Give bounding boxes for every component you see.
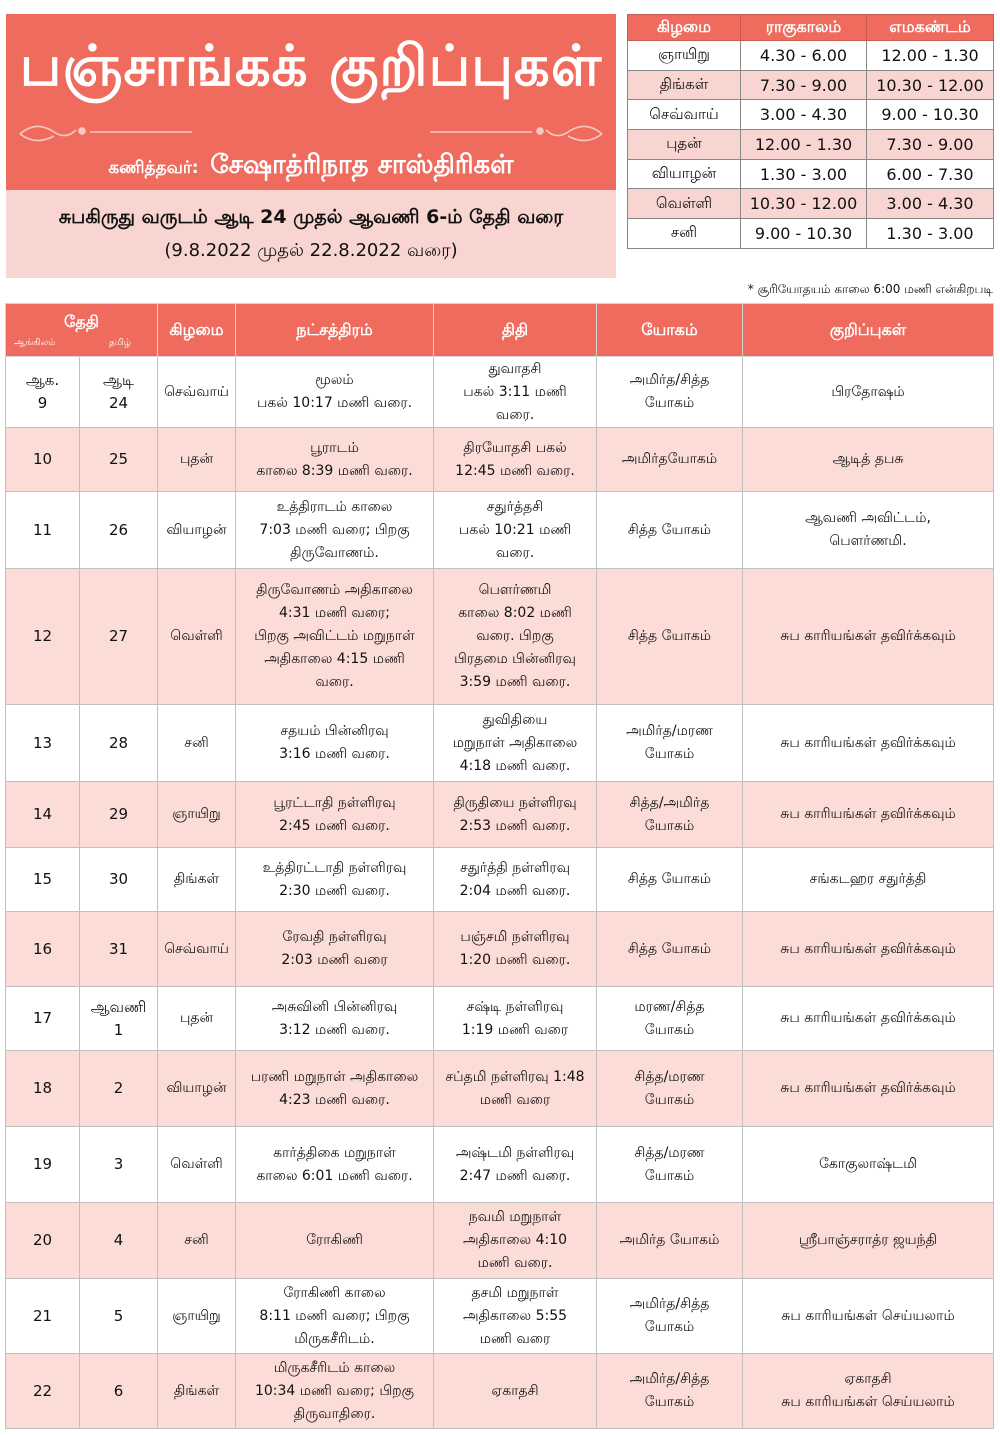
tithi-cell: ஏகாதசி: [434, 1354, 597, 1429]
table-row: [6, 1279, 994, 1354]
date-tamil-cell: 6: [80, 1354, 158, 1429]
day-cell: புதன்: [158, 987, 236, 1051]
rahu-header-yama: எமகண்டம்: [867, 15, 994, 41]
rahu-table-row: [628, 219, 994, 249]
yoga-cell: சித்த யோகம்: [597, 492, 743, 569]
header-nakshatra: நட்சத்திரம்: [236, 304, 434, 357]
date-english-cell: 16: [6, 912, 80, 987]
day-cell: வெள்ளி: [158, 569, 236, 705]
day-cell: செவ்வாய்: [158, 357, 236, 428]
author-line: [6, 150, 616, 183]
notes-cell: சுப காரியங்கள் தவிர்க்கவும்: [743, 987, 994, 1051]
yoga-cell: அமிர்த/மரண யோகம்: [597, 705, 743, 782]
header-yoga: யோகம்: [597, 304, 743, 357]
date-tamil-cell: 3: [80, 1127, 158, 1203]
table-row: [6, 782, 994, 848]
rahu-time-cell: 1.30 - 3.00: [741, 159, 867, 189]
table-row: [6, 1127, 994, 1203]
day-cell: வெள்ளி: [158, 1127, 236, 1203]
date-range-english: (9.8.2022 முதல் 22.8.2022 வரை): [164, 240, 458, 261]
rahu-table-row: [628, 70, 994, 100]
tithi-cell: நவமி மறுநாள் அதிகாலை 4:10 மணி வரை.: [434, 1203, 597, 1279]
day-cell: வியாழன்: [158, 492, 236, 569]
panchangam-table: [5, 303, 994, 1429]
day-cell: திங்கள்: [158, 1354, 236, 1429]
tithi-cell: அஷ்டமி நள்ளிரவு 2:47 மணி வரை.: [434, 1127, 597, 1203]
day-cell: ஞாயிறு: [158, 1279, 236, 1354]
yama-time-cell: 9.00 - 10.30: [867, 100, 994, 130]
date-english-cell: 18: [6, 1051, 80, 1127]
yoga-cell: அமிர்த/சித்த யோகம்: [597, 1354, 743, 1429]
nakshatra-cell: ரோகிணி: [236, 1203, 434, 1279]
date-english-cell: 19: [6, 1127, 80, 1203]
nakshatra-cell: கார்த்திகை மறுநாள் காலை 6:01 மணி வரை.: [236, 1127, 434, 1203]
tithi-cell: துவிதியை மறுநாள் அதிகாலை 4:18 மணி வரை.: [434, 705, 597, 782]
table-row: [6, 848, 994, 912]
rahu-table-row: [628, 189, 994, 219]
notes-cell: ஏகாதசி சுப காரியங்கள் செய்யலாம்: [743, 1354, 994, 1429]
nakshatra-cell: ரேவதி நள்ளிரவு 2:03 மணி வரை: [236, 912, 434, 987]
yoga-cell: சித்த/அமிர்த யோகம்: [597, 782, 743, 848]
rahu-day-cell: செவ்வாய்: [628, 100, 741, 130]
table-row: [6, 569, 994, 705]
day-cell: செவ்வாய்: [158, 912, 236, 987]
yoga-cell: சித்த யோகம்: [597, 912, 743, 987]
page-title: பஞ்சாங்கக் குறிப்புகள்: [19, 34, 603, 99]
tithi-cell: தசமி மறுநாள் அதிகாலை 5:55 மணி வரை: [434, 1279, 597, 1354]
date-tamil-cell: 31: [80, 912, 158, 987]
ornament-divider-icon: [6, 114, 616, 150]
yama-time-cell: 12.00 - 1.30: [867, 41, 994, 71]
nakshatra-cell: சதயம் பின்னிரவு 3:16 மணி வரை.: [236, 705, 434, 782]
date-english-cell: 10: [6, 428, 80, 492]
header-date-english: ஆங்கிலம்: [14, 338, 56, 348]
notes-cell: சுப காரியங்கள் தவிர்க்கவும்: [743, 782, 994, 848]
yoga-cell: மரண/சித்த யோகம்: [597, 987, 743, 1051]
day-cell: திங்கள்: [158, 848, 236, 912]
rahu-header-day: கிழமை: [628, 15, 741, 41]
yama-time-cell: 1.30 - 3.00: [867, 219, 994, 249]
rahu-table-row: [628, 159, 994, 189]
notes-cell: பிரதோஷம்: [743, 357, 994, 428]
nakshatra-cell: பரணி மறுநாள் அதிகாலை 4:23 மணி வரை.: [236, 1051, 434, 1127]
yoga-cell: அமிர்த/சித்த யோகம்: [597, 357, 743, 428]
day-cell: சனி: [158, 1203, 236, 1279]
date-tamil-cell: 30: [80, 848, 158, 912]
notes-cell: கோகுலாஷ்டமி: [743, 1127, 994, 1203]
nakshatra-cell: திருவோணம் அதிகாலை 4:31 மணி வரை; பிறகு அவிட்டம் மறுநாள் அதிகாலை 4:15 மணி வரை.: [236, 569, 434, 705]
tithi-cell: பௌர்ணமி காலை 8:02 மணி வரை. பிறகு பிரதமை பின்னிரவு 3:59 மணி வரை.: [434, 569, 597, 705]
tithi-cell: சஷ்டி நள்ளிரவு 1:19 மணி வரை: [434, 987, 597, 1051]
tithi-cell: சதுர்த்தசி பகல் 10:21 மணி வரை.: [434, 492, 597, 569]
nakshatra-cell: மூலம் பகல் 10:17 மணி வரை.: [236, 357, 434, 428]
table-row: [6, 705, 994, 782]
rahu-time-cell: 3.00 - 4.30: [741, 100, 867, 130]
yama-time-cell: 10.30 - 12.00: [867, 70, 994, 100]
notes-cell: சங்கடஹர சதுர்த்தி: [743, 848, 994, 912]
date-range-tamil: சுபகிருது வருடம் ஆடி 24 முதல் ஆவணி 6-ம் தேதி வரை: [58, 206, 564, 228]
rahu-time-cell: 9.00 - 10.30: [741, 219, 867, 249]
yoga-cell: சித்த யோகம்: [597, 569, 743, 705]
rahu-header-rahu: ராகுகாலம்: [741, 15, 867, 41]
tithi-cell: திருதியை நள்ளிரவு 2:53 மணி வரை.: [434, 782, 597, 848]
rahu-kalam-table: [627, 14, 994, 249]
date-english-cell: ஆக. 9: [6, 357, 80, 428]
date-english-cell: 21: [6, 1279, 80, 1354]
nakshatra-cell: மிருகசீரிடம் காலை 10:34 மணி வரை; பிறகு திருவாதிரை.: [236, 1354, 434, 1429]
rahu-day-cell: வெள்ளி: [628, 189, 741, 219]
yoga-cell: அமிர்த/சித்த யோகம்: [597, 1279, 743, 1354]
tithi-cell: சதுர்த்தி நள்ளிரவு 2:04 மணி வரை.: [434, 848, 597, 912]
date-english-cell: 15: [6, 848, 80, 912]
table-row: [6, 987, 994, 1051]
day-cell: புதன்: [158, 428, 236, 492]
header-tithi: திதி: [434, 304, 597, 357]
date-tamil-cell: 27: [80, 569, 158, 705]
notes-cell: ஆவணி அவிட்டம், பௌர்ணமி.: [743, 492, 994, 569]
rahu-table-row: [628, 130, 994, 160]
nakshatra-cell: பூரட்டாதி நள்ளிரவு 2:45 மணி வரை.: [236, 782, 434, 848]
yoga-cell: அமிர்த யோகம்: [597, 1203, 743, 1279]
date-tamil-cell: ஆடி 24: [80, 357, 158, 428]
rahu-time-cell: 12.00 - 1.30: [741, 130, 867, 160]
yama-time-cell: 6.00 - 7.30: [867, 159, 994, 189]
table-row: [6, 492, 994, 569]
date-tamil-cell: 2: [80, 1051, 158, 1127]
date-tamil-cell: 5: [80, 1279, 158, 1354]
notes-cell: சுப காரியங்கள் செய்யலாம்: [743, 1279, 994, 1354]
rahu-table-row: [628, 100, 994, 130]
rahu-time-cell: 4.30 - 6.00: [741, 41, 867, 71]
date-range-band: [6, 190, 616, 278]
table-row: [6, 428, 994, 492]
date-tamil-cell: ஆவணி 1: [80, 987, 158, 1051]
header-notes: குறிப்புகள்: [743, 304, 994, 357]
main-table-header-row: [6, 304, 994, 357]
notes-cell: ஆடித் தபசு: [743, 428, 994, 492]
tithi-cell: துவாதசி பகல் 3:11 மணி வரை.: [434, 357, 597, 428]
date-english-cell: 22: [6, 1354, 80, 1429]
tithi-cell: சப்தமி நள்ளிரவு 1:48 மணி வரை: [434, 1051, 597, 1127]
rahu-table-header-row: [628, 15, 994, 41]
nakshatra-cell: உத்திராடம் காலை 7:03 மணி வரை; பிறகு திருவோணம்.: [236, 492, 434, 569]
yoga-cell: சித்த/மரண யோகம்: [597, 1127, 743, 1203]
date-tamil-cell: 29: [80, 782, 158, 848]
date-tamil-cell: 26: [80, 492, 158, 569]
day-cell: வியாழன்: [158, 1051, 236, 1127]
yama-time-cell: 7.30 - 9.00: [867, 130, 994, 160]
date-english-cell: 11: [6, 492, 80, 569]
notes-cell: சுப காரியங்கள் தவிர்க்கவும்: [743, 569, 994, 705]
date-english-cell: 13: [6, 705, 80, 782]
rahu-day-cell: புதன்: [628, 130, 741, 160]
table-row: [6, 912, 994, 987]
notes-cell: சுப காரியங்கள் தவிர்க்கவும்: [743, 705, 994, 782]
rahu-time-cell: 10.30 - 12.00: [741, 189, 867, 219]
rahu-time-cell: 7.30 - 9.00: [741, 70, 867, 100]
date-tamil-cell: 4: [80, 1203, 158, 1279]
yoga-cell: சித்த யோகம்: [597, 848, 743, 912]
day-cell: ஞாயிறு: [158, 782, 236, 848]
tithi-cell: பஞ்சமி நள்ளிரவு 1:20 மணி வரை.: [434, 912, 597, 987]
date-english-cell: 20: [6, 1203, 80, 1279]
yoga-cell: அமிர்தயோகம்: [597, 428, 743, 492]
notes-cell: ஸ்ரீபாஞ்சராத்ர ஜயந்தி: [743, 1203, 994, 1279]
tithi-cell: திரயோதசி பகல் 12:45 மணி வரை.: [434, 428, 597, 492]
header-date-tamil: தமிழ்: [109, 338, 131, 348]
rahu-table-row: [628, 41, 994, 71]
day-cell: சனி: [158, 705, 236, 782]
author-label: கணித்தவர்:: [108, 158, 199, 178]
rahu-day-cell: திங்கள்: [628, 70, 741, 100]
table-row: [6, 1051, 994, 1127]
nakshatra-cell: ரோகிணி காலை 8:11 மணி வரை; பிறகு மிருகசீரிடம்.: [236, 1279, 434, 1354]
notes-cell: சுப காரியங்கள் தவிர்க்கவும்: [743, 1051, 994, 1127]
table-row: [6, 1354, 994, 1429]
yoga-cell: சித்த/மரண யோகம்: [597, 1051, 743, 1127]
date-english-cell: 14: [6, 782, 80, 848]
rahu-day-cell: வியாழன்: [628, 159, 741, 189]
header-day: கிழமை: [158, 304, 236, 357]
header-date: [6, 304, 158, 357]
table-row: [6, 1203, 994, 1279]
nakshatra-cell: அசுவினி பின்னிரவு 3:12 மணி வரை.: [236, 987, 434, 1051]
nakshatra-cell: உத்திரட்டாதி நள்ளிரவு 2:30 மணி வரை.: [236, 848, 434, 912]
header-date-label: தேதி: [64, 312, 99, 331]
table-row: [6, 357, 994, 428]
date-tamil-cell: 25: [80, 428, 158, 492]
date-english-cell: 17: [6, 987, 80, 1051]
notes-cell: சுப காரியங்கள் தவிர்க்கவும்: [743, 912, 994, 987]
sunrise-footnote: * சூரியோதயம் காலை 6:00 மணி என்கிறபடி: [747, 282, 993, 296]
yama-time-cell: 3.00 - 4.30: [867, 189, 994, 219]
title-banner: [6, 14, 616, 190]
rahu-day-cell: சனி: [628, 219, 741, 249]
date-english-cell: 12: [6, 569, 80, 705]
author-name: சேஷாத்ரிநாத சாஸ்திரிகள்: [210, 150, 514, 180]
header-block: [6, 14, 616, 278]
date-tamil-cell: 28: [80, 705, 158, 782]
nakshatra-cell: பூராடம் காலை 8:39 மணி வரை.: [236, 428, 434, 492]
rahu-day-cell: ஞாயிறு: [628, 41, 741, 71]
